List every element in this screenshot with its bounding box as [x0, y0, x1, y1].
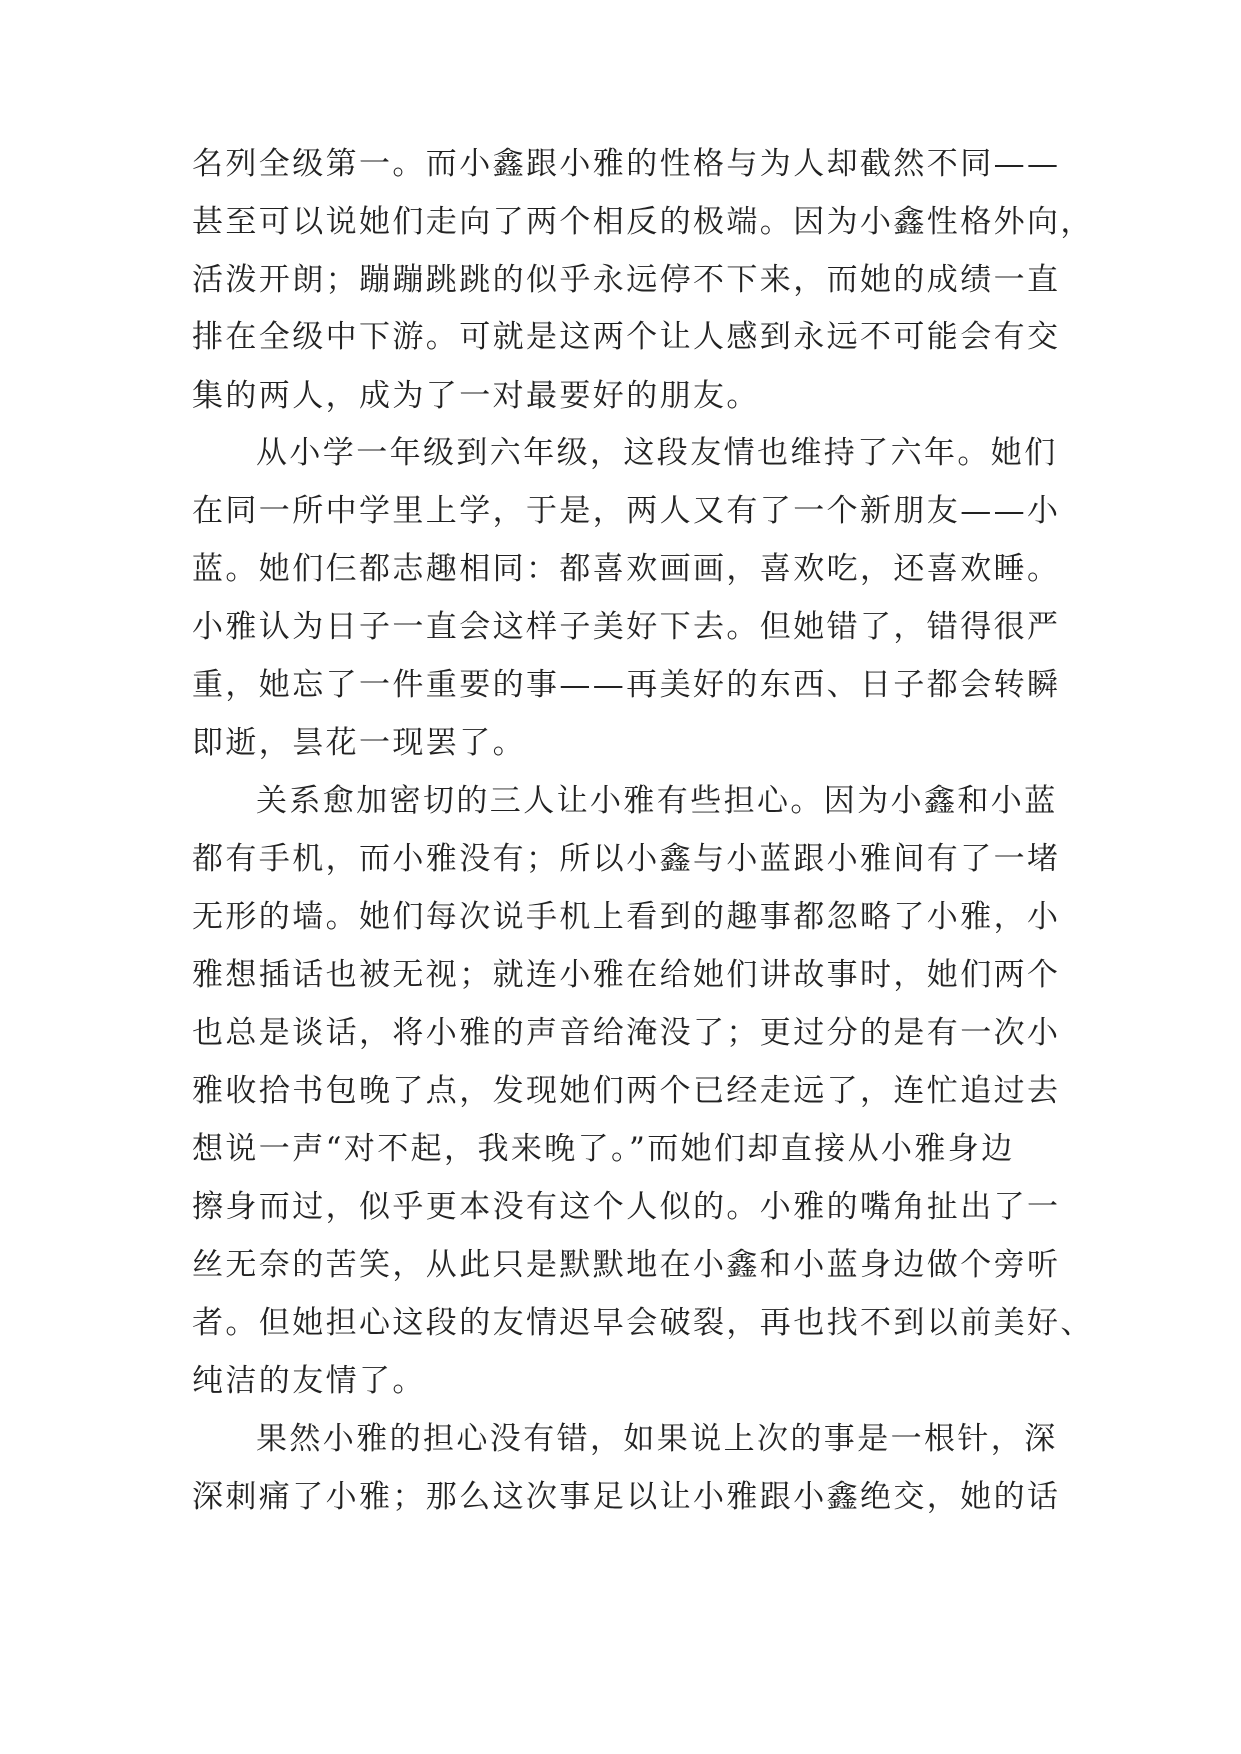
text-line: 无形的墙。她们每次说手机上看到的趣事都忽略了小雅，小 — [192, 899, 1061, 935]
text-line-paragraph-start: 从小学一年级到六年级，这段友情也维持了六年。她们 — [256, 435, 1058, 471]
text-line: 擦身而过，似乎更本没有这个人似的。小雅的嘴角扯出了一 — [192, 1189, 1061, 1225]
text-line: 纯洁的友情了。 — [192, 1363, 426, 1399]
text-line: 都有手机，而小雅没有；所以小鑫与小蓝跟小雅间有了一堵 — [192, 841, 1061, 877]
text-line: 即逝，昙花一现罢了。 — [192, 725, 526, 761]
text-line-paragraph-start: 关系愈加密切的三人让小雅有些担心。因为小鑫和小蓝 — [256, 783, 1058, 819]
text-line-paragraph-start: 果然小雅的担心没有错，如果说上次的事是一根针，深 — [256, 1421, 1058, 1457]
text-line: 集的两人，成为了一对最要好的朋友。 — [192, 378, 760, 414]
text-line: 重，她忘了一件重要的事——再美好的东西、日子都会转瞬 — [192, 667, 1061, 703]
text-line: 在同一所中学里上学，于是，两人又有了一个新朋友——小 — [192, 493, 1061, 529]
text-line: 想说一声“对不起，我来晚了。”而她们却直接从小雅身边 — [192, 1131, 1015, 1167]
text-line: 也总是谈话，将小雅的声音给淹没了；更过分的是有一次小 — [192, 1015, 1061, 1051]
text-line: 排在全级中下游。可就是这两个让人感到永远不可能会有交 — [192, 319, 1061, 355]
text-line: 小雅认为日子一直会这样子美好下去。但她错了，错得很严 — [192, 609, 1061, 645]
text-line: 活泼开朗；蹦蹦跳跳的似乎永远停不下来，而她的成绩一直 — [192, 262, 1061, 298]
text-line: 甚至可以说她们走向了两个相反的极端。因为小鑫性格外向， — [192, 204, 1094, 240]
text-line: 丝无奈的苦笑，从此只是默默地在小鑫和小蓝身边做个旁听 — [192, 1247, 1061, 1283]
text-line: 名列全级第一。而小鑫跟小雅的性格与为人却截然不同—— — [192, 146, 1061, 182]
text-line: 深刺痛了小雅；那么这次事足以让小雅跟小鑫绝交，她的话 — [192, 1479, 1061, 1515]
text-line: 者。但她担心这段的友情迟早会破裂，再也找不到以前美好、 — [192, 1305, 1094, 1341]
text-line: 蓝。她们仨都志趣相同：都喜欢画画，喜欢吃，还喜欢睡。 — [192, 551, 1061, 587]
text-line: 雅想插话也被无视；就连小雅在给她们讲故事时，她们两个 — [192, 957, 1061, 993]
text-line: 雅收拾书包晚了点，发现她们两个已经走远了，连忙追过去 — [192, 1073, 1061, 1109]
